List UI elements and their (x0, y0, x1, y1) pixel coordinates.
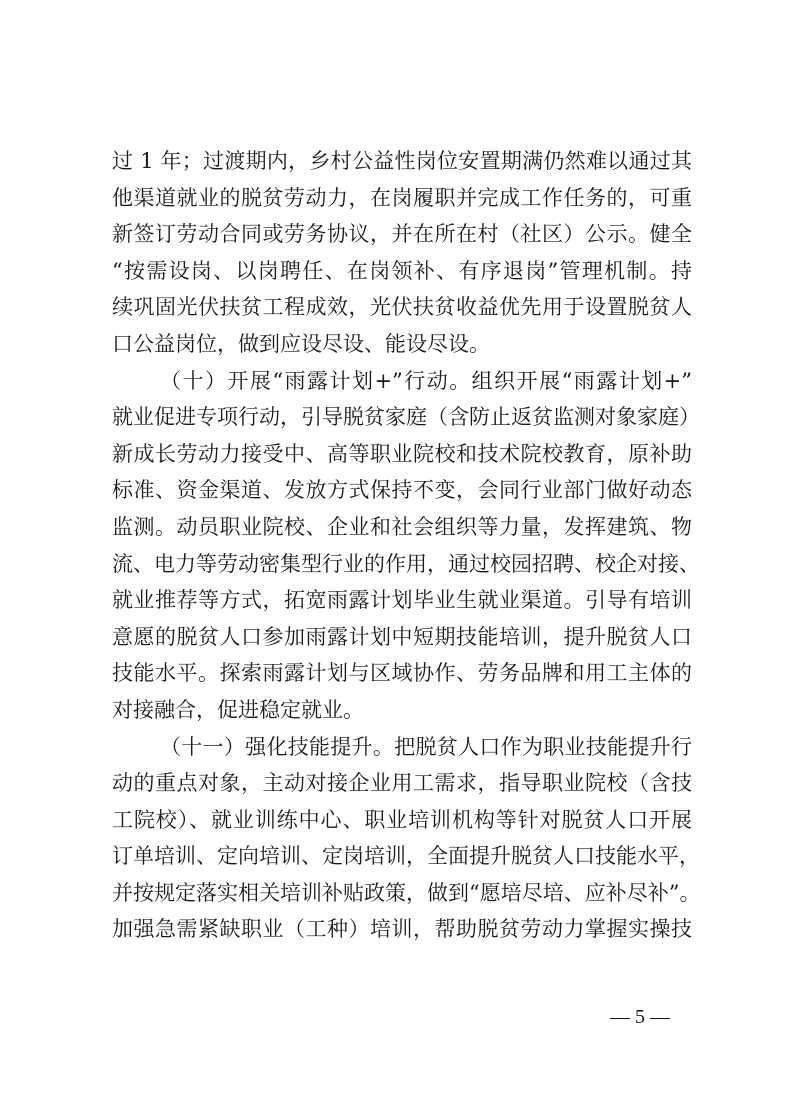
text-line: 过 1 年；过渡期内，乡村公益性岗位安置期满仍然难以通过其 (112, 149, 692, 173)
text-line: “按需设岗、以岗聘任、在岗领补、有序退岗”管理机制。持 (112, 258, 692, 283)
text-line: 工院校）、就业训练中心、职业培训机构等针对脱贫人口开展 (112, 807, 692, 832)
text-line: 技能水平。探索雨露计划与区域协作、劳务品牌和用工主体的 (112, 661, 692, 686)
paragraph-heading-line: （十一）强化技能提升。把脱贫人口作为职业技能提升行 (160, 734, 692, 759)
text-line: 他渠道就业的脱贫劳动力，在岗履职并完成工作任务的，可重 (112, 185, 692, 210)
text-line: 意愿的脱贫人口参加雨露计划中短期技能培训，提升脱贫人口 (112, 624, 692, 649)
text-line: 并按规定落实相关培训补贴政策，做到“愿培尽培、应补尽补”。 (112, 880, 701, 905)
text-line: 新签订劳动合同或劳务协议，并在所在村（社区）公示。健全 (112, 222, 692, 247)
page-number: — 5 — (610, 1006, 670, 1028)
text-line: 就业促进专项行动，引导脱贫家庭（含防止返贫监测对象家庭） (112, 405, 700, 430)
text-line: 续巩固光伏扶贫工程成效，光伏扶贫收益优先用于设置脱贫人 (112, 295, 692, 320)
text-line: 监测。动员职业院校、企业和社会组织等力量，发挥建筑、物 (112, 514, 692, 539)
text-line: 订单培训、定向培训、定岗培训，全面提升脱贫人口技能水平， (112, 844, 700, 869)
text-line: 新成长劳动力接受中、高等职业院校和技术院校教育，原补助 (112, 441, 692, 466)
text-line: 动的重点对象，主动对接企业用工需求，指导职业院校（含技 (112, 771, 692, 796)
paragraph-heading-line: （十）开展“雨露计划+”行动。组织开展“雨露计划+” (160, 368, 692, 393)
text-line: 就业推荐等方式，拓宽雨露计划毕业生就业渠道。引导有培训 (112, 588, 692, 613)
text-line: 标准、资金渠道、发放方式保持不变，会同行业部门做好动态 (112, 478, 692, 503)
text-line: 口公益岗位，做到应设尽设、能设尽设。 (112, 331, 490, 356)
text-line: 对接融合，促进稳定就业。 (112, 697, 364, 722)
body-text (112, 143, 701, 948)
text-line: 加强急需紧缺职业（工种）培训，帮助脱贫劳动力掌握实操技 (112, 917, 692, 942)
text-line: 流、电力等劳动密集型行业的作用，通过校园招聘、校企对接、 (112, 551, 700, 576)
